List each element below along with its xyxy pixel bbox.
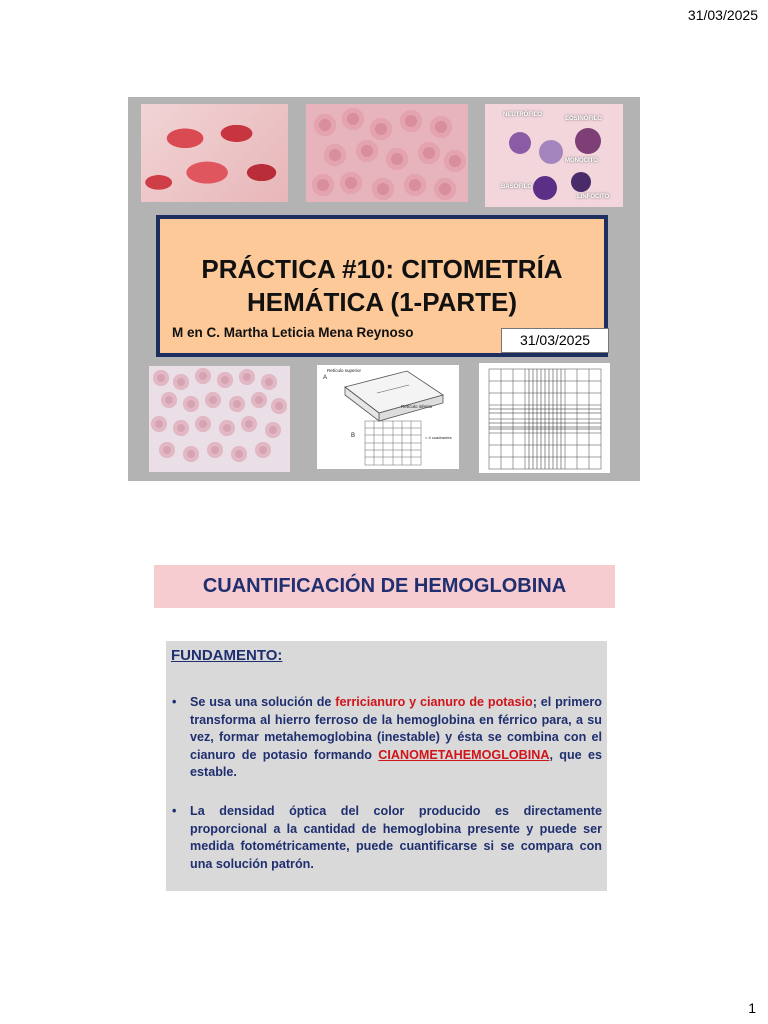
reticulo-inferior-label: Retículo inferior xyxy=(401,404,433,409)
author: M en C. Martha Leticia Mena Reynoso xyxy=(172,325,414,340)
bullet-dot-1: • xyxy=(172,695,177,709)
slide-2 xyxy=(128,541,640,925)
bullet-1-highlight: ferricianuro y cianuro de potasio xyxy=(335,695,533,709)
bullet-2 xyxy=(172,803,602,873)
leukocyte-types-image xyxy=(485,104,623,207)
chamber-label-b: B xyxy=(351,433,356,439)
cianometahemoglobina-term: CIANOMETAHEMOGLOBINA xyxy=(378,747,550,762)
header-date: 31/03/2025 xyxy=(687,7,758,23)
red-blood-cells-3d-image xyxy=(141,104,288,202)
slide-1 xyxy=(128,97,640,481)
monocito-label: MONOCITO xyxy=(565,158,598,164)
bullet-1-pre: Se usa una solución de xyxy=(190,695,336,709)
slide-date: 31/03/2025 xyxy=(501,328,609,353)
bullet-1-post: , que es estable. xyxy=(190,747,602,779)
cuadrantes-label: = 4 cuadrantes xyxy=(425,435,452,440)
bullet-2-text: La densidad óptica del color producido es directamente proporcional a la cantidad de hemoglobina presente y puede ser medida fotométricamente, puede cuantificarse si se compara con una solución patrón. xyxy=(190,804,602,871)
slide-2-title: CUANTIFICACIÓN DE HEMOGLOBINA xyxy=(154,565,615,608)
blood-smear-image xyxy=(306,104,468,202)
rbc-smear-image xyxy=(149,366,290,472)
reticulo-superior-label: Retículo superior xyxy=(327,368,362,373)
chamber-label-a: A xyxy=(323,375,328,381)
neubauer-chamber-diagram xyxy=(317,365,459,469)
fundamento-heading: FUNDAMENTO: xyxy=(171,647,283,664)
hemocytometer-grid-diagram xyxy=(479,363,610,473)
title-line-2: HEMÁTICA (1-PARTE) xyxy=(246,287,518,317)
bullet-1-mid: ; el primero transforma al hierro ferroso de la hemoglobina en férrico para, a su vez, formar metahemoglobina (inestable) y ésta se combina con el cianuro de potasio formando xyxy=(190,695,602,762)
eosinofilo-label: EOSINÓFILO xyxy=(565,116,603,122)
bullet-1 xyxy=(172,694,602,782)
bullet-dot-2: • xyxy=(172,804,177,818)
title-line-1: PRÁCTICA #10: CITOMETRÍA xyxy=(201,254,563,284)
slide-title xyxy=(160,253,604,319)
basofilo-label: BASÓFILO xyxy=(501,184,532,190)
page-number: 1 xyxy=(748,1000,756,1016)
neutrofilo-label: NEUTRÓFILO xyxy=(503,112,542,118)
fundamento-box xyxy=(166,641,607,891)
linfocito-label: LINFOCITO xyxy=(577,194,610,200)
